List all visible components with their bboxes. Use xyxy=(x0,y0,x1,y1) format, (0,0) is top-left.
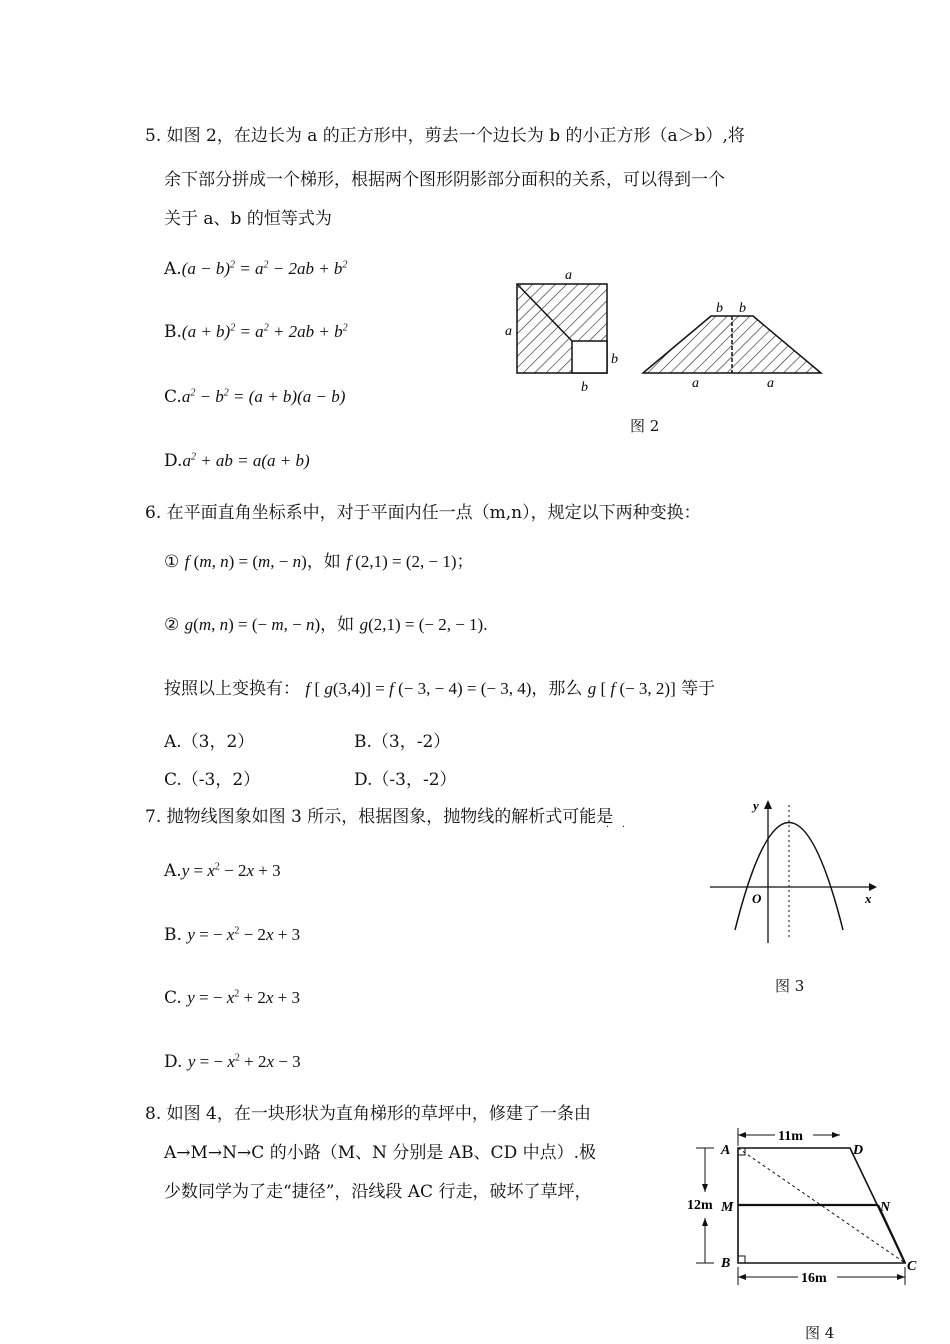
figure-4 xyxy=(680,1120,925,1295)
label-b-bottom: b xyxy=(581,380,588,395)
label-trap-b1: b xyxy=(716,301,723,316)
q7-option-b[interactable]: B. y = − $x^2 - 2x + 3$ xyxy=(164,925,301,945)
q5-line1: 5. 如图 2，在边长为 a 的正方形中，剪去一个边长为 b 的小正方形（a＞b）,将 xyxy=(145,126,745,146)
svg-text:C: C xyxy=(907,1259,917,1274)
q5-option-c[interactable]: $C.a^2 - b^2 = (a + b)(a - b)$ xyxy=(164,387,346,407)
figure-2-caption: 图 2 xyxy=(630,417,660,435)
q5-option-a[interactable]: $A.(a - b)^2 = a^2 - 2ab + b^2$ xyxy=(164,259,348,279)
q6-option-a[interactable]: A.（3，2） xyxy=(164,732,255,752)
label-trap-a2: a xyxy=(767,376,774,391)
svg-text:O: O xyxy=(752,891,762,906)
svg-text:11m: 11m xyxy=(778,1129,803,1144)
svg-text:A: A xyxy=(721,1143,731,1158)
label-b-right: b xyxy=(611,352,618,367)
label-trap-a1: a xyxy=(692,376,699,391)
q5-line2: 余下部分拼成一个梯形，根据两个图形阴影部分面积的关系，可以得到一个 xyxy=(164,170,725,190)
svg-text:16m: 16m xyxy=(801,1271,827,1286)
figure-3 xyxy=(705,795,885,950)
svg-text:D: D xyxy=(853,1143,864,1158)
q7-stem: 7. 抛物线图象如图 3 所示，根据图象，抛物线的解析式可能是 xyxy=(145,807,614,827)
q7-option-c[interactable]: C. y = − $x^2 + 2x + 3$ xyxy=(164,988,300,1008)
figure-3-caption: 图 3 xyxy=(775,977,805,995)
q8-line1: 8. 如图 4，在一块形状为直角梯形的草坪中，修建了一条由 xyxy=(145,1104,591,1124)
q6-apply: 按照以上变换有： f [ g(3,4)] = f (− 3, − 4) = (− 3, 4)，那么 g [ f (− 3, 2)] 等于 xyxy=(164,679,716,699)
small-square xyxy=(572,341,607,373)
q7-option-a[interactable]: $A.y = x^2 - 2x + 3$ xyxy=(164,861,281,881)
svg-text:N: N xyxy=(880,1200,891,1215)
figure-2 xyxy=(495,265,835,405)
q6-rule1: ① f (m, n) = (m, − n)，如 f (2,1) = (2, − 1)； xyxy=(164,552,474,572)
q5-option-c-formula: $a^2 - b^2 = (a + b)(a - b)$ xyxy=(181,387,346,406)
q5-option-a-formula: $(a - b)^2 = a^2 - 2ab + b^2$ xyxy=(181,259,348,278)
q8-line2: A→M→N→C 的小路（M、N 分别是 AB、CD 中点）.极 xyxy=(164,1143,597,1163)
q7-option-d[interactable]: D. y = − $x^2 + 2x - 3$ xyxy=(164,1052,301,1072)
q6-rule2: ② g(m, n) = (− m, − n)，如 g(2,1) = (− 2, − 1). xyxy=(164,615,488,635)
svg-text:B: B xyxy=(721,1256,731,1271)
q5-option-b[interactable]: $B.(a + b)^2 = a^2 + 2ab + b^2$ xyxy=(164,322,348,342)
q5-option-d-formula: $a^2$ + ab = a(a + b) xyxy=(182,451,310,470)
q8-line3: 少数同学为了走“捷径”，沿线段 AC 行走，破坏了草坪， xyxy=(164,1182,592,1202)
q5-option-d[interactable]: $D.a^2$ + ab = a(a + b) xyxy=(164,451,310,471)
figure-4-caption: 图 4 xyxy=(805,1324,835,1342)
q6-option-b[interactable]: B.（3，-2） xyxy=(354,732,451,752)
svg-text:y: y xyxy=(753,798,759,813)
svg-text:12m: 12m xyxy=(687,1198,713,1213)
label-trap-b2: b xyxy=(739,301,746,316)
emphasis-dots: · · xyxy=(606,822,626,833)
q5-line3: 关于 a、b 的恒等式为 xyxy=(164,209,332,229)
svg-text:M: M xyxy=(721,1200,734,1215)
label-a-top: a xyxy=(565,268,572,283)
label-a-left: a xyxy=(505,324,512,339)
q6-option-d[interactable]: D.（-3，-2） xyxy=(354,770,457,790)
q5-option-b-formula: $(a + b)^2 = a^2 + 2ab + b^2$ xyxy=(181,322,348,341)
q6-stem: 6. 在平面直角坐标系中，对于平面内任一点（m,n），规定以下两种变换： xyxy=(145,503,701,523)
svg-text:x: x xyxy=(865,891,872,906)
q6-option-c[interactable]: C.（-3，2） xyxy=(164,770,261,790)
